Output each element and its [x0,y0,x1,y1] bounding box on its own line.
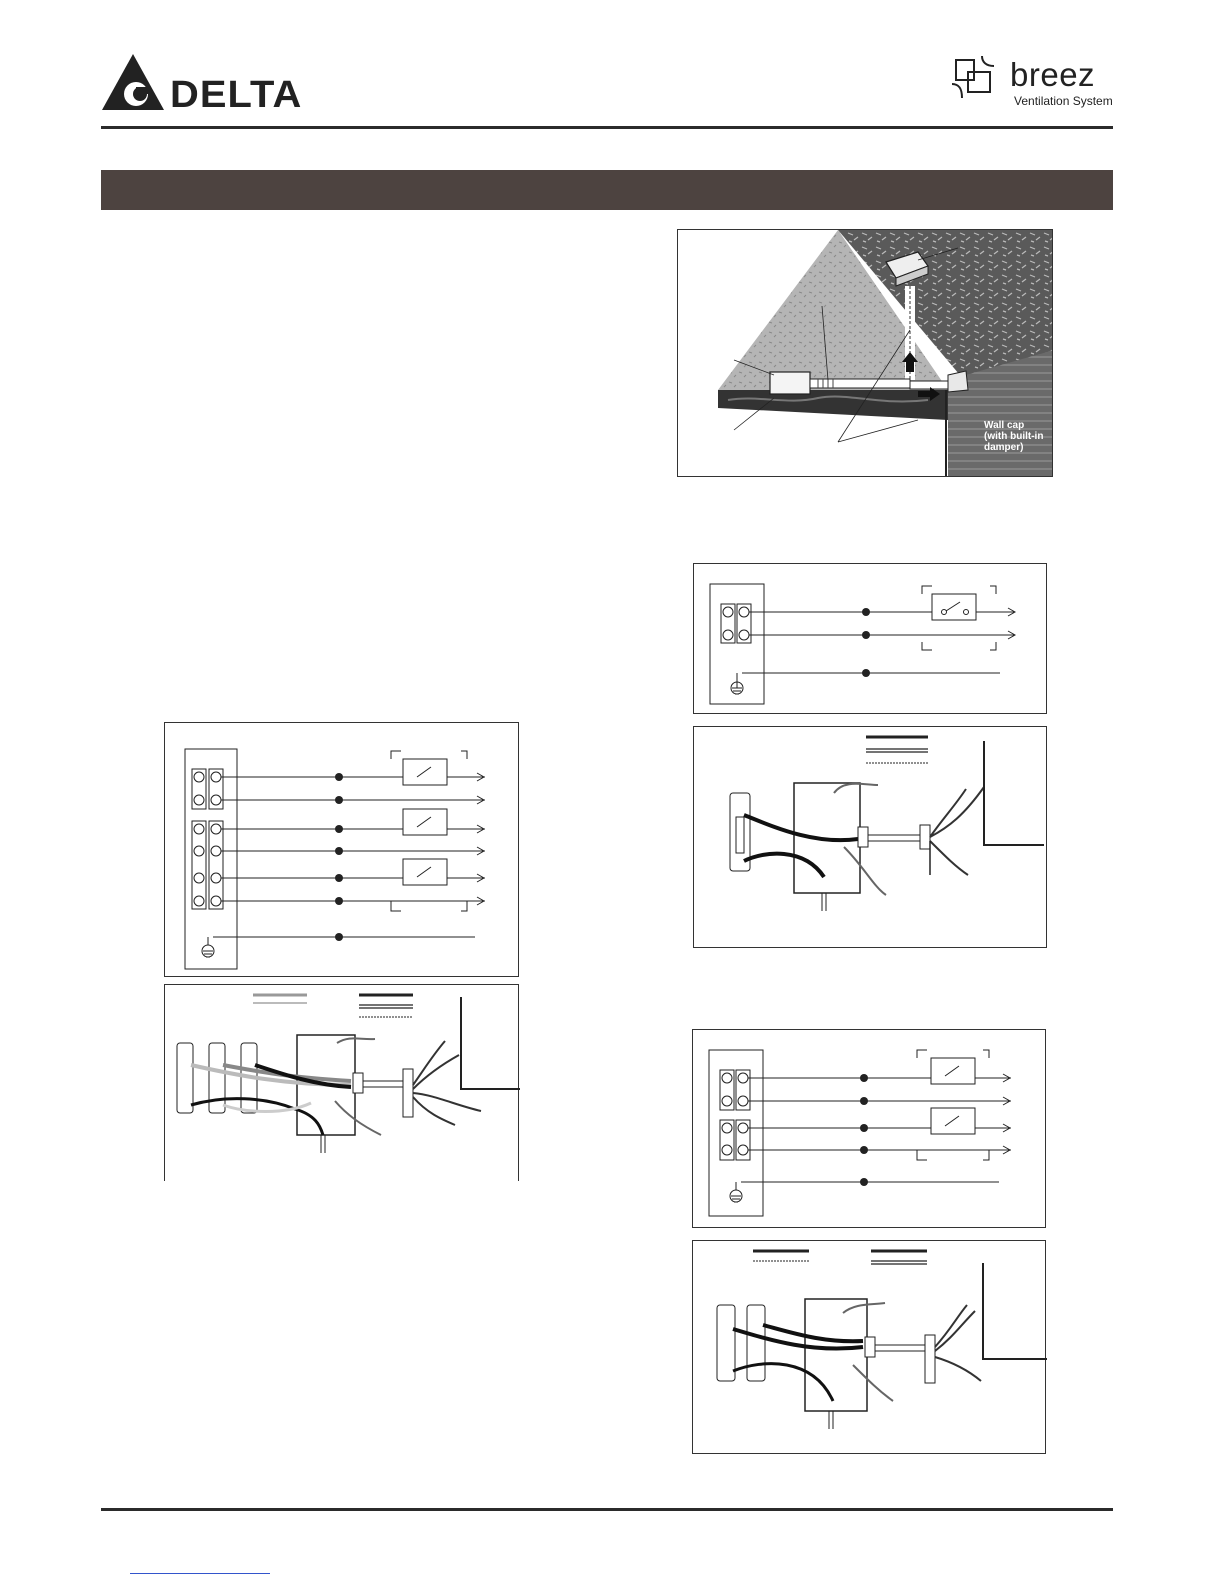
wiring-pictorial-triple [164,984,519,1181]
breez-mark-icon [946,50,1006,110]
wiring-pictorial-single [693,726,1047,948]
footer-link-underline[interactable] [130,1573,270,1574]
wiring-schematic-triple [164,722,519,977]
attic-install-figure [677,229,1053,477]
delta-wordmark: DELTA [170,74,303,116]
breez-tagline: Ventilation System [1014,94,1113,108]
breez-wordmark: breez [1010,56,1096,93]
wiring-schematic-single [693,563,1047,714]
delta-logo [100,52,303,116]
wall-cap-label: Wall cap (with built-in damper) [984,420,1044,453]
header-rule [101,126,1113,129]
footer-rule [101,1508,1113,1511]
breez-logo [946,50,1116,112]
wiring-pictorial-double [692,1240,1046,1454]
section-title-bar [101,170,1113,210]
wiring-schematic-double [692,1029,1046,1228]
